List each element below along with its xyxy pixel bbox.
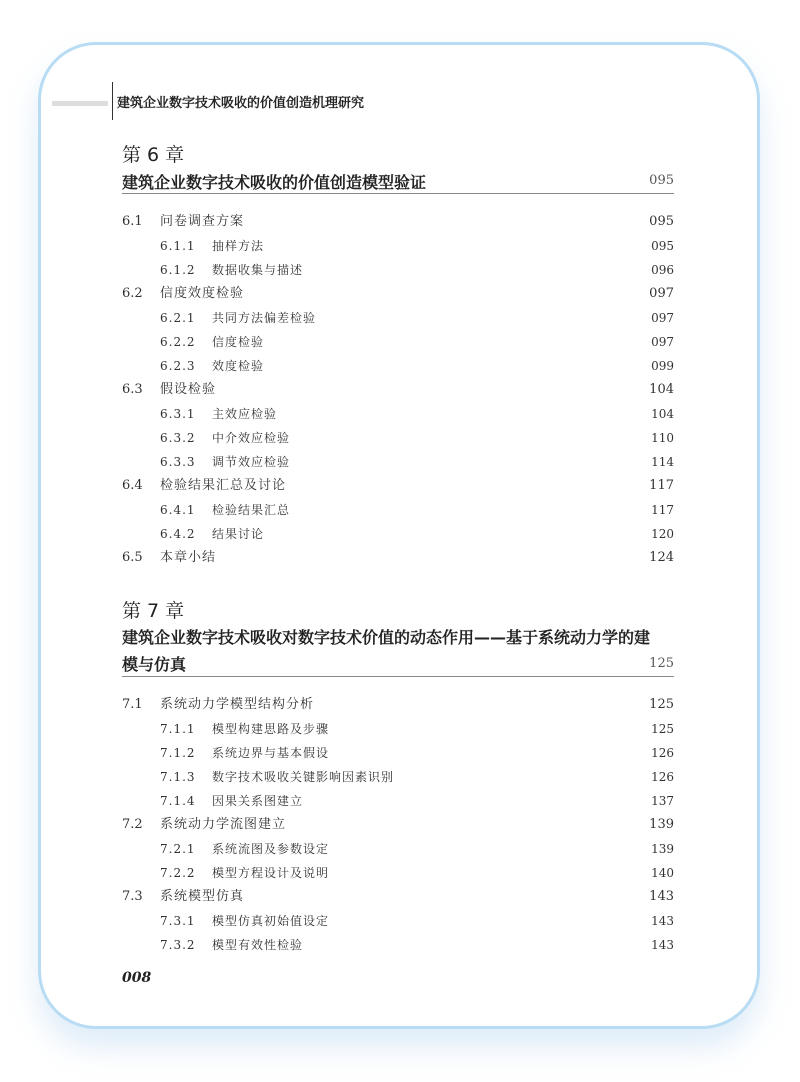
toc-entry[interactable] — [122, 717, 674, 741]
page-number: 008 — [122, 970, 152, 986]
toc-entry[interactable] — [122, 378, 674, 402]
section-title: 系统动力学模型结构分析 — [160, 697, 315, 712]
section-page: 110 — [651, 431, 674, 445]
toc-entry[interactable] — [122, 885, 674, 909]
section-page: 104 — [649, 382, 674, 397]
section-page: 137 — [651, 794, 674, 808]
section-number: 6.3.1 — [160, 407, 196, 421]
toc-entry[interactable] — [122, 522, 674, 546]
toc-entry[interactable] — [122, 330, 674, 354]
section-number: 7.1.3 — [160, 770, 196, 784]
toc-entry[interactable] — [122, 306, 674, 330]
section-number: 6.3 — [122, 382, 143, 397]
chapter-7-rule — [122, 676, 674, 677]
chapter-6-title[interactable]: 建筑企业数字技术吸收的价值创造模型验证 — [122, 173, 427, 192]
section-number: 7.2.1 — [160, 842, 196, 856]
section-page: 143 — [649, 889, 674, 904]
section-page: 095 — [651, 239, 674, 253]
toc-entry[interactable] — [122, 765, 674, 789]
chapter-6-rule — [122, 193, 674, 194]
section-page: 120 — [651, 527, 674, 541]
section-title: 主效应检验 — [212, 407, 278, 421]
section-number: 6.3.2 — [160, 431, 196, 445]
section-title: 因果关系图建立 — [212, 794, 304, 808]
section-page: 139 — [651, 842, 674, 856]
section-page: 126 — [651, 746, 674, 760]
section-page: 124 — [649, 550, 674, 565]
section-number: 6.1.1 — [160, 239, 196, 253]
section-page: 126 — [651, 770, 674, 784]
section-title: 系统模型仿真 — [160, 889, 245, 904]
section-title: 抽样方法 — [212, 239, 265, 253]
section-page: 125 — [649, 697, 674, 712]
section-number: 6.1 — [122, 214, 143, 229]
section-page: 095 — [649, 214, 674, 229]
running-head: 建筑企业数字技术吸收的价值创造机理研究 — [117, 96, 365, 111]
section-title: 问卷调查方案 — [160, 214, 245, 229]
section-title: 模型仿真初始值设定 — [212, 914, 330, 928]
section-number: 6.4.2 — [160, 527, 196, 541]
chapter-7-title-line2[interactable]: 模与仿真 — [122, 655, 187, 674]
section-title: 检验结果汇总及讨论 — [160, 478, 287, 493]
section-title: 模型构建思路及步骤 — [212, 722, 330, 736]
toc-entry[interactable] — [122, 498, 674, 522]
section-title: 信度效度检验 — [160, 286, 245, 301]
toc-entry[interactable] — [122, 354, 674, 378]
toc-entry[interactable] — [122, 741, 674, 765]
section-page: 097 — [651, 335, 674, 349]
section-title: 本章小结 — [160, 550, 217, 565]
toc-entry[interactable] — [122, 933, 674, 957]
chapter-7-label: 第 7 章 — [122, 600, 185, 622]
section-title: 结果讨论 — [212, 527, 265, 541]
section-title: 信度检验 — [212, 335, 265, 349]
section-number: 6.5 — [122, 550, 143, 565]
section-page: 140 — [651, 866, 674, 880]
toc-entry[interactable] — [122, 546, 674, 570]
section-number: 6.2 — [122, 286, 143, 301]
section-title: 模型方程设计及说明 — [212, 866, 330, 880]
chapter-7-toc — [122, 693, 674, 957]
toc-entry[interactable] — [122, 234, 674, 258]
section-page: 096 — [651, 263, 674, 277]
toc-entry[interactable] — [122, 210, 674, 234]
header-divider — [112, 82, 113, 120]
chapter-6-toc — [122, 210, 674, 570]
section-title: 假设检验 — [160, 382, 217, 397]
section-page: 114 — [651, 455, 674, 469]
toc-entry[interactable] — [122, 813, 674, 837]
section-number: 7.1 — [122, 697, 143, 712]
section-number: 6.4 — [122, 478, 143, 493]
section-page: 117 — [649, 478, 674, 493]
toc-entry[interactable] — [122, 837, 674, 861]
section-title: 调节效应检验 — [212, 455, 291, 469]
section-title: 数据收集与描述 — [212, 263, 304, 277]
toc-entry[interactable] — [122, 282, 674, 306]
section-page: 097 — [651, 311, 674, 325]
section-number: 6.2.1 — [160, 311, 196, 325]
chapter-7-title-line1[interactable]: 建筑企业数字技术吸收对数字技术价值的动态作用——基于系统动力学的建 — [122, 628, 651, 647]
section-number: 6.2.2 — [160, 335, 196, 349]
toc-entry[interactable] — [122, 258, 674, 282]
toc-entry[interactable] — [122, 474, 674, 498]
section-number: 7.3.1 — [160, 914, 196, 928]
section-number: 6.4.1 — [160, 503, 196, 517]
section-number: 7.3 — [122, 889, 143, 904]
section-number: 7.3.2 — [160, 938, 196, 952]
section-title: 中介效应检验 — [212, 431, 291, 445]
section-page: 125 — [651, 722, 674, 736]
section-page: 099 — [651, 359, 674, 373]
toc-entry[interactable] — [122, 789, 674, 813]
section-page: 143 — [651, 938, 674, 952]
section-page: 139 — [649, 817, 674, 832]
header-bar-decoration — [52, 101, 108, 106]
section-number: 6.1.2 — [160, 263, 196, 277]
toc-entry[interactable] — [122, 693, 674, 717]
section-number: 6.3.3 — [160, 455, 196, 469]
toc-entry[interactable] — [122, 426, 674, 450]
section-number: 7.1.4 — [160, 794, 196, 808]
toc-entry[interactable] — [122, 450, 674, 474]
section-title: 数字技术吸收关键影响因素识别 — [212, 770, 395, 784]
chapter-7-page: 125 — [649, 656, 674, 671]
section-title: 系统流图及参数设定 — [212, 842, 330, 856]
section-title: 检验结果汇总 — [212, 503, 291, 517]
section-page: 143 — [651, 914, 674, 928]
section-title: 效度检验 — [212, 359, 265, 373]
toc-entry[interactable] — [122, 909, 674, 933]
section-title: 系统边界与基本假设 — [212, 746, 330, 760]
section-number: 7.1.1 — [160, 722, 196, 736]
chapter-6-label: 第 6 章 — [122, 144, 185, 166]
section-title: 系统动力学流图建立 — [160, 817, 287, 832]
section-page: 104 — [651, 407, 674, 421]
section-title: 共同方法偏差检验 — [212, 311, 317, 325]
section-number: 6.2.3 — [160, 359, 196, 373]
toc-entry[interactable] — [122, 861, 674, 885]
toc-entry[interactable] — [122, 402, 674, 426]
chapter-6-page: 095 — [649, 173, 674, 188]
section-page: 117 — [651, 503, 674, 517]
section-number: 7.2.2 — [160, 866, 196, 880]
section-page: 097 — [649, 286, 674, 301]
section-number: 7.1.2 — [160, 746, 196, 760]
section-title: 模型有效性检验 — [212, 938, 304, 952]
section-number: 7.2 — [122, 817, 143, 832]
